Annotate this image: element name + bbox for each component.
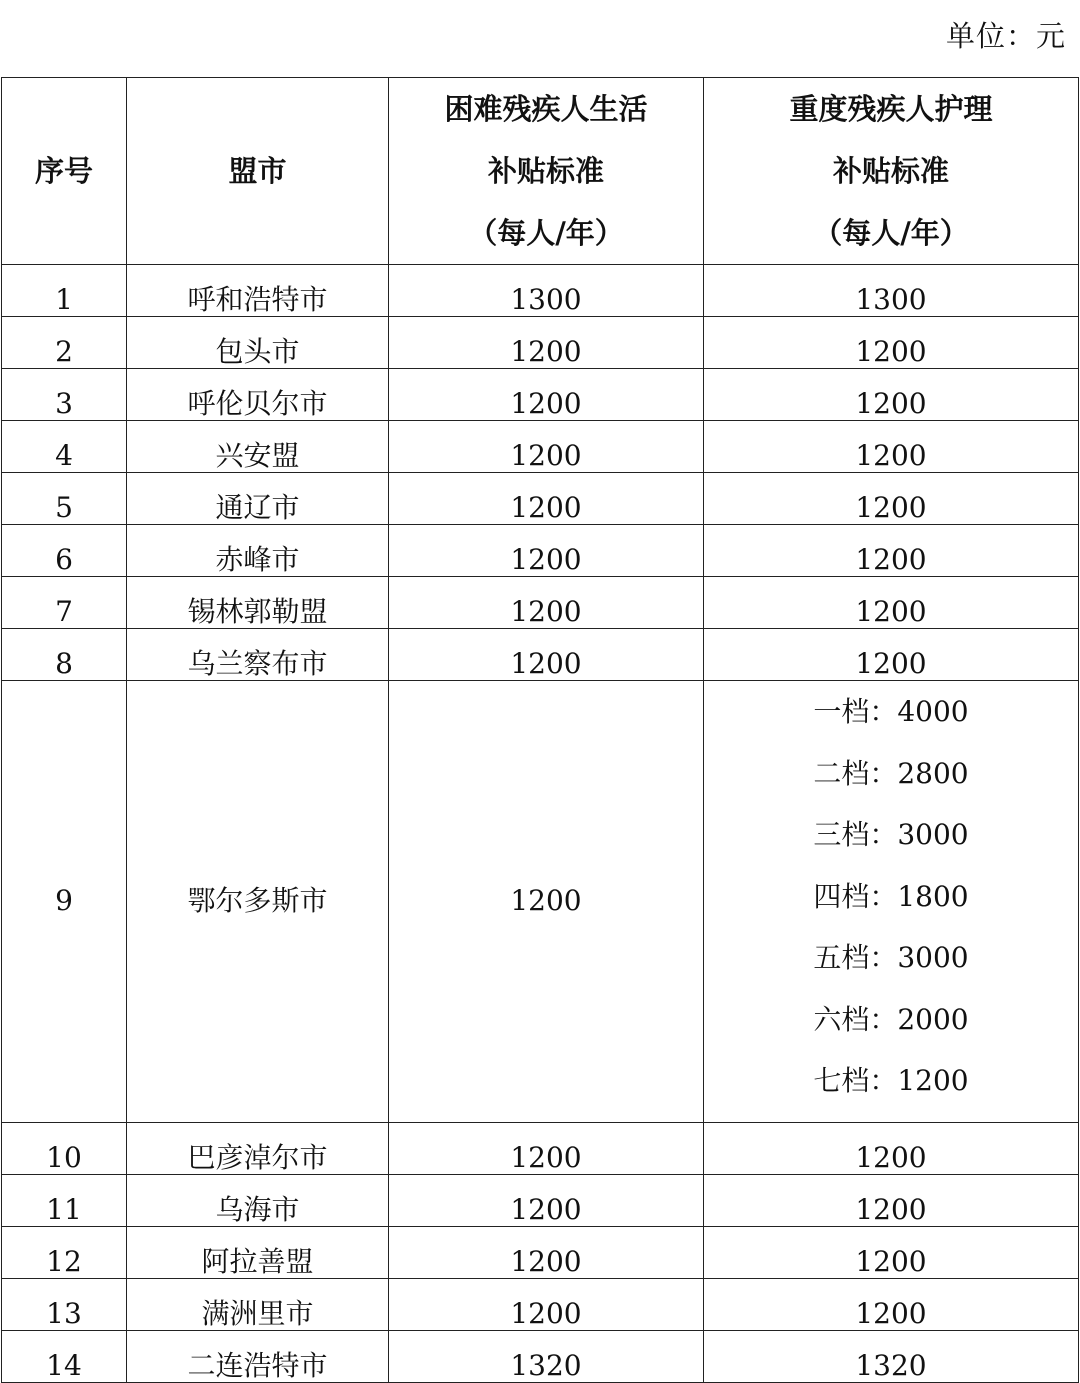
header-city: 盟市 bbox=[127, 78, 389, 265]
cell-hardship: 1200 bbox=[389, 369, 704, 421]
cell-city: 乌海市 bbox=[127, 1174, 389, 1226]
cell-index: 2 bbox=[2, 317, 127, 369]
cell-index: 5 bbox=[2, 473, 127, 525]
cell-hardship: 1200 bbox=[389, 1226, 704, 1278]
table-row bbox=[2, 421, 1079, 473]
cell-index: 13 bbox=[2, 1278, 127, 1330]
cell-hardship: 1200 bbox=[389, 473, 704, 525]
cell-index: 12 bbox=[2, 1226, 127, 1278]
header-hardship-line-3: （每人/年） bbox=[468, 216, 624, 250]
cell-city: 兴安盟 bbox=[127, 421, 389, 473]
table-header bbox=[2, 78, 1079, 265]
care-tier-list bbox=[813, 691, 968, 1122]
cell-hardship: 1200 bbox=[389, 1122, 704, 1174]
cell-index: 11 bbox=[2, 1174, 127, 1226]
cell-city: 乌兰察布市 bbox=[127, 629, 389, 681]
header-care bbox=[704, 78, 1079, 265]
cell-care: 1200 bbox=[704, 1278, 1079, 1330]
cell-hardship: 1200 bbox=[389, 525, 704, 577]
table-body bbox=[2, 265, 1079, 1383]
cell-city: 巴彦淖尔市 bbox=[127, 1122, 389, 1174]
header-row bbox=[2, 78, 1079, 265]
table-row bbox=[2, 1330, 1079, 1382]
care-tier-5: 五档：3000 bbox=[813, 941, 969, 974]
cell-hardship: 1320 bbox=[389, 1330, 704, 1382]
cell-city: 呼伦贝尔市 bbox=[127, 369, 389, 421]
table-row bbox=[2, 317, 1079, 369]
cell-city: 二连浩特市 bbox=[127, 1330, 389, 1382]
cell-index: 14 bbox=[2, 1330, 127, 1382]
cell-index: 3 bbox=[2, 369, 127, 421]
cell-hardship: 1200 bbox=[389, 681, 704, 1123]
cell-care-tiers bbox=[704, 681, 1079, 1123]
table-row bbox=[2, 1122, 1079, 1174]
cell-care: 1320 bbox=[704, 1330, 1079, 1382]
cell-hardship: 1200 bbox=[389, 577, 704, 629]
table-row bbox=[2, 1174, 1079, 1226]
cell-city: 包头市 bbox=[127, 317, 389, 369]
cell-index: 1 bbox=[2, 265, 127, 317]
care-tier-7: 七档：1200 bbox=[813, 1064, 969, 1097]
care-tier-3: 三档：3000 bbox=[813, 818, 969, 851]
cell-hardship: 1200 bbox=[389, 629, 704, 681]
table-row bbox=[2, 1278, 1079, 1330]
table-row bbox=[2, 265, 1079, 317]
header-index: 序号 bbox=[2, 78, 127, 265]
care-tier-1: 一档：4000 bbox=[813, 695, 969, 728]
table-row-tiered bbox=[2, 681, 1079, 1123]
table-row bbox=[2, 525, 1079, 577]
cell-city: 阿拉善盟 bbox=[127, 1226, 389, 1278]
cell-care: 1200 bbox=[704, 577, 1079, 629]
header-hardship bbox=[389, 78, 704, 265]
cell-city: 赤峰市 bbox=[127, 525, 389, 577]
cell-care: 1200 bbox=[704, 1174, 1079, 1226]
cell-care: 1200 bbox=[704, 473, 1079, 525]
header-care-line-2: 补贴标准 bbox=[832, 154, 949, 188]
cell-hardship: 1200 bbox=[389, 1174, 704, 1226]
cell-index: 10 bbox=[2, 1122, 127, 1174]
care-tier-2: 二档：2800 bbox=[813, 756, 969, 790]
header-hardship-line-1: 困难残疾人生活 bbox=[444, 92, 648, 126]
cell-hardship: 1200 bbox=[389, 317, 704, 369]
care-tier-4: 四档：1800 bbox=[813, 879, 969, 913]
cell-care: 1300 bbox=[704, 265, 1079, 317]
table-row bbox=[2, 577, 1079, 629]
cell-index: 8 bbox=[2, 629, 127, 681]
cell-care: 1200 bbox=[704, 421, 1079, 473]
cell-city: 锡林郭勒盟 bbox=[127, 577, 389, 629]
cell-care: 1200 bbox=[704, 369, 1079, 421]
cell-care: 1200 bbox=[704, 1226, 1079, 1278]
table-row bbox=[2, 1226, 1079, 1278]
cell-index: 4 bbox=[2, 421, 127, 473]
cell-city: 满洲里市 bbox=[127, 1278, 389, 1330]
cell-index: 6 bbox=[2, 525, 127, 577]
cell-hardship: 1200 bbox=[389, 421, 704, 473]
cell-city: 通辽市 bbox=[127, 473, 389, 525]
cell-care: 1200 bbox=[704, 525, 1079, 577]
table-row bbox=[2, 369, 1079, 421]
header-care-line-3: （每人/年） bbox=[813, 216, 969, 250]
unit-label: 单位：元 bbox=[945, 19, 1066, 53]
cell-care: 1200 bbox=[704, 317, 1079, 369]
cell-city: 呼和浩特市 bbox=[127, 265, 389, 317]
cell-city: 鄂尔多斯市 bbox=[127, 681, 389, 1123]
cell-care: 1200 bbox=[704, 629, 1079, 681]
table-row bbox=[2, 629, 1079, 681]
header-hardship-line-2: 补贴标准 bbox=[487, 154, 604, 188]
cell-index: 9 bbox=[2, 681, 127, 1123]
cell-care: 1200 bbox=[704, 1122, 1079, 1174]
cell-hardship: 1300 bbox=[389, 265, 704, 317]
cell-index: 7 bbox=[2, 577, 127, 629]
care-tier-6: 六档：2000 bbox=[813, 1002, 969, 1036]
header-care-line-1: 重度残疾人护理 bbox=[789, 92, 993, 126]
subsidy-table bbox=[1, 77, 1079, 1383]
table-row bbox=[2, 473, 1079, 525]
cell-hardship: 1200 bbox=[389, 1278, 704, 1330]
